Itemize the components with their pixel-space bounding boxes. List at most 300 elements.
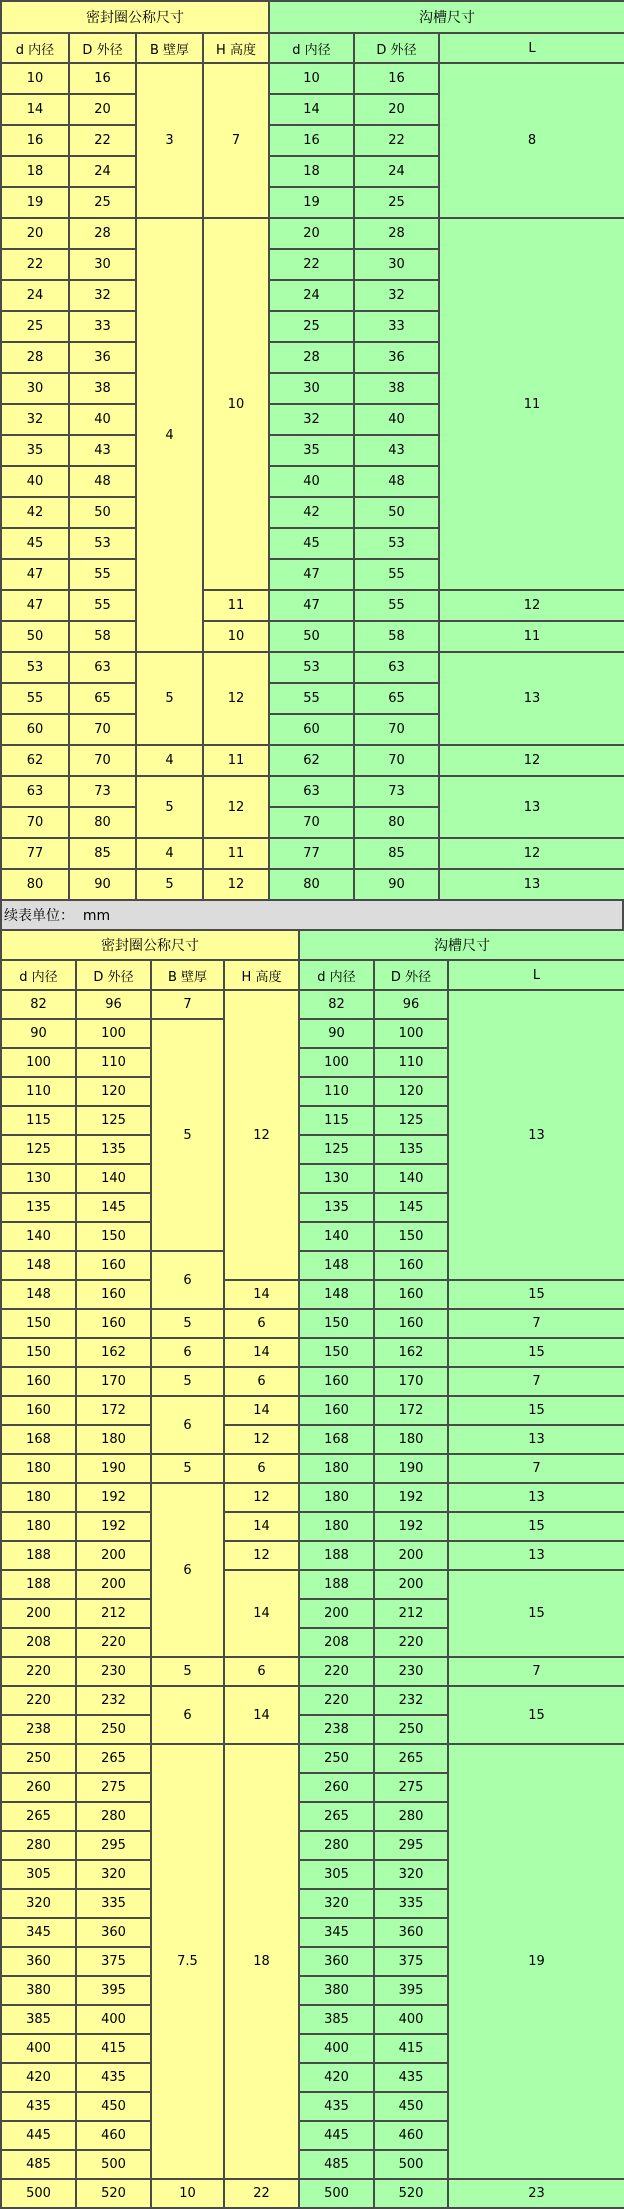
cell-groove-D: 232 [374, 1686, 448, 1715]
cell-H: 10 [203, 621, 269, 652]
table-row [1, 776, 624, 807]
cell-groove-D: 320 [374, 1860, 448, 1889]
cell-groove-D: 200 [374, 1570, 448, 1599]
cell-D: 33 [69, 311, 136, 342]
cell-d: 208 [1, 1628, 76, 1657]
cell-groove-D: 180 [374, 1425, 448, 1454]
cell-d: 16 [1, 125, 69, 156]
cell-groove-d: 19 [269, 187, 354, 218]
cell-d: 265 [1, 1802, 76, 1831]
cell-d: 50 [1, 621, 69, 652]
cell-d: 140 [1, 1222, 76, 1251]
cell-groove-d: 77 [269, 838, 354, 869]
cell-D: 63 [69, 652, 136, 683]
cell-H: 14 [224, 1280, 299, 1309]
cell-D: 30 [69, 249, 136, 280]
cell-groove-D: 145 [374, 1193, 448, 1222]
cell-L: 12 [439, 745, 624, 776]
cell-D: 24 [69, 156, 136, 187]
cell-groove-D: 275 [374, 1773, 448, 1802]
cell-D: 212 [76, 1599, 151, 1628]
table-row [1, 652, 624, 683]
cell-B: 7.5 [151, 1744, 224, 2179]
cell-L: 15 [448, 1396, 624, 1425]
table-row [1, 1570, 624, 1599]
cell-d: 32 [1, 404, 69, 435]
col-header-d: d 内径 [1, 960, 76, 990]
table-row [1, 621, 624, 652]
cell-groove-d: 180 [299, 1483, 374, 1512]
cell-L: 7 [448, 1309, 624, 1338]
cell-d: 435 [1, 2092, 76, 2121]
cell-groove-D: 295 [374, 1831, 448, 1860]
cell-groove-d: 148 [299, 1280, 374, 1309]
cell-groove-d: 55 [269, 683, 354, 714]
cell-d: 180 [1, 1512, 76, 1541]
cell-D: 295 [76, 1831, 151, 1860]
cell-D: 55 [69, 590, 136, 621]
cell-groove-D: 65 [354, 683, 439, 714]
cell-B: 6 [151, 1483, 224, 1657]
cell-groove-D: 80 [354, 807, 439, 838]
table-row [1, 1425, 624, 1454]
cell-groove-d: 45 [269, 528, 354, 559]
col-header-H: H 高度 [224, 960, 299, 990]
cell-groove-D: 100 [374, 1019, 448, 1048]
cell-H: 6 [224, 1454, 299, 1483]
table-row [1, 745, 624, 776]
cell-H: 14 [224, 1396, 299, 1425]
cell-groove-d: 238 [299, 1715, 374, 1744]
table-row [1, 1280, 624, 1309]
cell-D: 160 [76, 1280, 151, 1309]
cell-d: 80 [1, 869, 69, 900]
cell-groove-D: 58 [354, 621, 439, 652]
cell-D: 65 [69, 683, 136, 714]
table-row [1, 1338, 624, 1367]
cell-H: 12 [203, 776, 269, 838]
cell-H: 14 [224, 1686, 299, 1744]
cell-groove-D: 43 [354, 435, 439, 466]
col-header-L: L [439, 33, 624, 63]
cell-groove-d: 42 [269, 497, 354, 528]
cell-D: 73 [69, 776, 136, 807]
cell-D: 265 [76, 1744, 151, 1773]
cell-B: 4 [136, 218, 203, 652]
table-row [1, 1367, 624, 1396]
cell-B: 5 [151, 1454, 224, 1483]
cell-groove-D: 172 [374, 1396, 448, 1425]
col-header-groove-D: D 外径 [374, 960, 448, 990]
cell-groove-d: 180 [299, 1512, 374, 1541]
cell-d: 62 [1, 745, 69, 776]
cell-H: 12 [224, 990, 299, 1280]
cell-groove-d: 188 [299, 1541, 374, 1570]
col-header-d: d 内径 [1, 33, 69, 63]
cell-d: 100 [1, 1048, 76, 1077]
cell-D: 415 [76, 2034, 151, 2063]
table-row [1, 63, 624, 94]
cell-H: 12 [224, 1425, 299, 1454]
cell-L: 11 [439, 218, 624, 590]
seal-ring-table-1 [0, 0, 624, 901]
cell-L: 8 [439, 63, 624, 218]
cell-D: 25 [69, 187, 136, 218]
groove-section-header: 沟槽尺寸 [269, 1, 624, 33]
cell-d: 18 [1, 156, 69, 187]
cell-groove-D: 20 [354, 94, 439, 125]
cell-groove-d: 360 [299, 1947, 374, 1976]
cell-groove-d: 14 [269, 94, 354, 125]
cell-D: 335 [76, 1889, 151, 1918]
cell-groove-D: 192 [374, 1512, 448, 1541]
cell-groove-d: 420 [299, 2063, 374, 2092]
cell-groove-D: 160 [374, 1280, 448, 1309]
cell-groove-d: 35 [269, 435, 354, 466]
cell-groove-d: 80 [269, 869, 354, 900]
cell-groove-d: 188 [299, 1570, 374, 1599]
cell-B: 4 [136, 745, 203, 776]
cell-D: 520 [76, 2179, 151, 2208]
cell-L: 13 [439, 869, 624, 900]
cell-groove-D: 190 [374, 1454, 448, 1483]
cell-groove-D: 96 [374, 990, 448, 1019]
cell-D: 53 [69, 528, 136, 559]
col-header-groove-d: d 内径 [269, 33, 354, 63]
cell-groove-D: 135 [374, 1135, 448, 1164]
cell-B: 7 [151, 990, 224, 1019]
cell-d: 45 [1, 528, 69, 559]
cell-groove-d: 110 [299, 1077, 374, 1106]
cell-groove-d: 380 [299, 1976, 374, 2005]
table-row [1, 1454, 624, 1483]
table-row [1, 1309, 624, 1338]
cell-B: 6 [151, 1251, 224, 1309]
col-header-H: H 高度 [203, 33, 269, 63]
table-row [1, 1657, 624, 1686]
cell-D: 100 [76, 1019, 151, 1048]
cell-groove-D: 73 [354, 776, 439, 807]
cell-groove-D: 150 [374, 1222, 448, 1251]
cell-d: 28 [1, 342, 69, 373]
cell-groove-D: 375 [374, 1947, 448, 1976]
table-row [1, 990, 624, 1019]
cell-d: 168 [1, 1425, 76, 1454]
col-header-L: L [448, 960, 624, 990]
cell-groove-d: 25 [269, 311, 354, 342]
cell-d: 485 [1, 2150, 76, 2179]
cell-groove-d: 280 [299, 1831, 374, 1860]
cell-groove-D: 24 [354, 156, 439, 187]
cell-groove-d: 10 [269, 63, 354, 94]
cell-D: 32 [69, 280, 136, 311]
table-row [1, 590, 624, 621]
cell-groove-D: 212 [374, 1599, 448, 1628]
cell-groove-d: 260 [299, 1773, 374, 1802]
cell-d: 53 [1, 652, 69, 683]
cell-groove-D: 120 [374, 1077, 448, 1106]
cell-d: 125 [1, 1135, 76, 1164]
cell-B: 5 [136, 869, 203, 900]
cell-D: 22 [69, 125, 136, 156]
cell-d: 420 [1, 2063, 76, 2092]
col-header-D: D 外径 [76, 960, 151, 990]
cell-groove-D: 48 [354, 466, 439, 497]
cell-groove-d: 130 [299, 1164, 374, 1193]
cell-groove-d: 180 [299, 1454, 374, 1483]
cell-groove-D: 280 [374, 1802, 448, 1831]
cell-d: 200 [1, 1599, 76, 1628]
cell-groove-d: 63 [269, 776, 354, 807]
cell-L: 13 [448, 1541, 624, 1570]
cell-D: 58 [69, 621, 136, 652]
cell-d: 180 [1, 1454, 76, 1483]
cell-groove-D: 160 [374, 1251, 448, 1280]
cell-D: 360 [76, 1918, 151, 1947]
cell-d: 55 [1, 683, 69, 714]
cell-groove-d: 148 [299, 1251, 374, 1280]
cell-D: 43 [69, 435, 136, 466]
cell-d: 35 [1, 435, 69, 466]
cell-groove-d: 200 [299, 1599, 374, 1628]
col-header-B: B 壁厚 [151, 960, 224, 990]
cell-groove-d: 47 [269, 590, 354, 621]
cell-D: 170 [76, 1367, 151, 1396]
cell-groove-D: 16 [354, 63, 439, 94]
cell-H: 7 [203, 63, 269, 218]
cell-D: 90 [69, 869, 136, 900]
cell-D: 160 [76, 1251, 151, 1280]
cell-d: 188 [1, 1541, 76, 1570]
cell-L: 15 [448, 1280, 624, 1309]
cell-groove-D: 25 [354, 187, 439, 218]
cell-D: 125 [76, 1106, 151, 1135]
cell-groove-d: 100 [299, 1048, 374, 1077]
cell-D: 190 [76, 1454, 151, 1483]
cell-L: 13 [439, 776, 624, 838]
cell-d: 90 [1, 1019, 76, 1048]
cell-groove-d: 208 [299, 1628, 374, 1657]
cell-groove-d: 18 [269, 156, 354, 187]
cell-d: 150 [1, 1338, 76, 1367]
cell-d: 130 [1, 1164, 76, 1193]
cell-H: 11 [203, 590, 269, 621]
cell-groove-d: 24 [269, 280, 354, 311]
cell-H: 14 [224, 1512, 299, 1541]
cell-groove-d: 22 [269, 249, 354, 280]
cell-groove-D: 125 [374, 1106, 448, 1135]
cell-groove-D: 33 [354, 311, 439, 342]
cell-B: 4 [136, 838, 203, 869]
cell-groove-D: 70 [354, 745, 439, 776]
cell-D: 500 [76, 2150, 151, 2179]
cell-groove-d: 305 [299, 1860, 374, 1889]
cell-d: 20 [1, 218, 69, 249]
cell-groove-d: 20 [269, 218, 354, 249]
cell-H: 12 [224, 1483, 299, 1512]
cell-d: 160 [1, 1396, 76, 1425]
cell-d: 25 [1, 311, 69, 342]
cell-d: 77 [1, 838, 69, 869]
cell-groove-d: 500 [299, 2179, 374, 2208]
cell-groove-D: 53 [354, 528, 439, 559]
cell-D: 232 [76, 1686, 151, 1715]
cell-d: 47 [1, 559, 69, 590]
cell-D: 150 [76, 1222, 151, 1251]
cell-D: 200 [76, 1570, 151, 1599]
cell-D: 28 [69, 218, 136, 249]
table-row [1, 838, 624, 869]
cell-groove-d: 150 [299, 1338, 374, 1367]
cell-D: 435 [76, 2063, 151, 2092]
cell-d: 19 [1, 187, 69, 218]
cell-D: 192 [76, 1483, 151, 1512]
cell-groove-D: 40 [354, 404, 439, 435]
cell-H: 22 [224, 2179, 299, 2208]
cell-groove-d: 400 [299, 2034, 374, 2063]
cell-groove-D: 70 [354, 714, 439, 745]
cell-L: 13 [439, 652, 624, 745]
cell-groove-D: 335 [374, 1889, 448, 1918]
cell-d: 40 [1, 466, 69, 497]
cell-groove-d: 160 [299, 1396, 374, 1425]
table-row [1, 1686, 624, 1715]
cell-D: 220 [76, 1628, 151, 1657]
cell-d: 47 [1, 590, 69, 621]
cell-d: 63 [1, 776, 69, 807]
table-row [1, 1483, 624, 1512]
cell-groove-d: 90 [299, 1019, 374, 1048]
cell-groove-D: 435 [374, 2063, 448, 2092]
cell-H: 6 [224, 1367, 299, 1396]
cell-d: 445 [1, 2121, 76, 2150]
cell-d: 280 [1, 1831, 76, 1860]
cell-D: 160 [76, 1309, 151, 1338]
cell-D: 85 [69, 838, 136, 869]
cell-d: 385 [1, 2005, 76, 2034]
cell-L: 15 [448, 1686, 624, 1744]
cell-d: 250 [1, 1744, 76, 1773]
cell-B: 5 [151, 1367, 224, 1396]
seal-ring-table-2 [0, 929, 624, 2209]
cell-groove-d: 16 [269, 125, 354, 156]
cell-d: 10 [1, 63, 69, 94]
cell-L: 15 [448, 1570, 624, 1657]
cell-D: 80 [69, 807, 136, 838]
cell-groove-D: 360 [374, 1918, 448, 1947]
cell-L: 13 [448, 990, 624, 1280]
cell-groove-D: 85 [354, 838, 439, 869]
cell-D: 450 [76, 2092, 151, 2121]
cell-groove-d: 385 [299, 2005, 374, 2034]
cell-d: 400 [1, 2034, 76, 2063]
cell-L: 12 [439, 590, 624, 621]
cell-D: 55 [69, 559, 136, 590]
cell-groove-D: 415 [374, 2034, 448, 2063]
cell-groove-D: 220 [374, 1628, 448, 1657]
cell-D: 110 [76, 1048, 151, 1077]
cell-D: 172 [76, 1396, 151, 1425]
cell-B: 5 [136, 652, 203, 745]
cell-D: 275 [76, 1773, 151, 1802]
cell-d: 238 [1, 1715, 76, 1744]
cell-d: 220 [1, 1686, 76, 1715]
cell-d: 320 [1, 1889, 76, 1918]
cell-groove-d: 50 [269, 621, 354, 652]
cell-groove-d: 250 [299, 1744, 374, 1773]
cell-groove-d: 32 [269, 404, 354, 435]
cell-d: 70 [1, 807, 69, 838]
cell-groove-D: 192 [374, 1483, 448, 1512]
cell-D: 375 [76, 1947, 151, 1976]
cell-groove-D: 450 [374, 2092, 448, 2121]
cell-groove-d: 140 [299, 1222, 374, 1251]
cell-D: 50 [69, 497, 136, 528]
cell-D: 38 [69, 373, 136, 404]
cell-H: 10 [203, 218, 269, 590]
cell-groove-D: 162 [374, 1338, 448, 1367]
cell-groove-d: 135 [299, 1193, 374, 1222]
cell-L: 23 [448, 2179, 624, 2208]
cell-groove-D: 400 [374, 2005, 448, 2034]
cell-D: 280 [76, 1802, 151, 1831]
cell-d: 360 [1, 1947, 76, 1976]
cell-groove-d: 220 [299, 1657, 374, 1686]
cell-D: 230 [76, 1657, 151, 1686]
cell-groove-D: 500 [374, 2150, 448, 2179]
cell-D: 162 [76, 1338, 151, 1367]
cell-L: 7 [448, 1657, 624, 1686]
col-header-B: B 壁厚 [136, 33, 203, 63]
cell-groove-d: 168 [299, 1425, 374, 1454]
cell-D: 180 [76, 1425, 151, 1454]
cell-D: 40 [69, 404, 136, 435]
cell-D: 70 [69, 745, 136, 776]
cell-D: 395 [76, 1976, 151, 2005]
cell-groove-d: 220 [299, 1686, 374, 1715]
cell-d: 82 [1, 990, 76, 1019]
cell-groove-d: 47 [269, 559, 354, 590]
cell-d: 188 [1, 1570, 76, 1599]
cell-D: 140 [76, 1164, 151, 1193]
cell-H: 12 [203, 869, 269, 900]
cell-L: 11 [439, 621, 624, 652]
cell-groove-d: 320 [299, 1889, 374, 1918]
cell-groove-d: 30 [269, 373, 354, 404]
cell-D: 250 [76, 1715, 151, 1744]
cell-groove-D: 63 [354, 652, 439, 683]
cell-groove-D: 22 [354, 125, 439, 156]
cell-B: 6 [151, 1338, 224, 1367]
cell-D: 16 [69, 63, 136, 94]
cell-B: 10 [151, 2179, 224, 2208]
cell-H: 6 [224, 1309, 299, 1338]
cell-L: 7 [448, 1454, 624, 1483]
cell-D: 96 [76, 990, 151, 1019]
cell-groove-D: 38 [354, 373, 439, 404]
cell-d: 180 [1, 1483, 76, 1512]
cell-H: 12 [203, 652, 269, 745]
cell-L: 13 [448, 1425, 624, 1454]
continuation-note [0, 901, 624, 929]
cell-groove-D: 90 [354, 869, 439, 900]
cell-L: 12 [439, 838, 624, 869]
cell-d: 148 [1, 1280, 76, 1309]
cell-D: 200 [76, 1541, 151, 1570]
cell-groove-D: 32 [354, 280, 439, 311]
cell-L: 7 [448, 1367, 624, 1396]
table-row [1, 1541, 624, 1570]
